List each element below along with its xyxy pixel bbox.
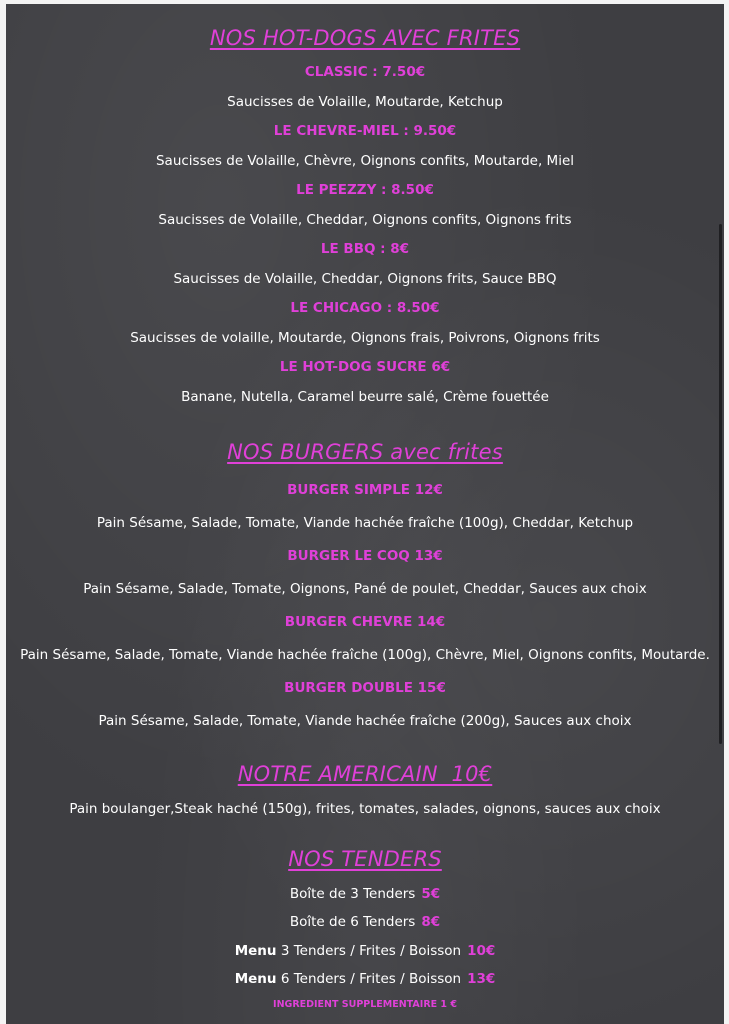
tender-item xyxy=(6,886,724,902)
burger-desc-double: Pain Sésame, Salade, Tomate, Viande hachée fraîche (200g), Sauces aux choix xyxy=(98,713,632,729)
americain-title: NOTRE AMERICAIN 10€ xyxy=(237,762,493,786)
hotdog-name-peezzy: LE PEEZZY : 8.50€ xyxy=(296,182,434,198)
hotdog-desc-classic: Saucisses de Volaille, Moutarde, Ketchup xyxy=(227,94,503,110)
burger-name-chevre: BURGER CHEVRE 14€ xyxy=(284,614,446,630)
hotdogs-title: NOS HOT-DOGS AVEC FRITES xyxy=(209,26,521,50)
hotdog-desc-chicago: Saucisses de volaille, Moutarde, Oignons frais, Poivrons, Oignons frits xyxy=(130,330,600,346)
hotdog-name-bbq: LE BBQ : 8€ xyxy=(320,241,410,257)
burger-desc-chevre: Pain Sésame, Salade, Tomate, Viande hachée fraîche (100g), Chèvre, Miel, Oignons confits, Moutarde. xyxy=(20,647,710,663)
americain-desc: Pain boulanger,Steak haché (150g), frites, tomates, salades, oignons, sauces aux choix xyxy=(69,801,661,817)
tender-label: 6 Tenders / Frites / Boisson xyxy=(280,971,462,987)
menu-board xyxy=(6,4,724,1024)
tender-label: Boîte de 3 Tenders xyxy=(289,886,416,902)
hotdog-name-sucre: LE HOT-DOG SUCRE 6€ xyxy=(279,359,451,375)
tender-price: 5€ xyxy=(421,886,441,902)
supplement-note: INGREDIENT SUPPLEMENTAIRE 1 € xyxy=(273,999,457,1010)
hotdog-name-classic: CLASSIC : 7.50€ xyxy=(304,64,426,80)
tender-item xyxy=(6,943,724,959)
tender-prefix: Menu xyxy=(234,943,277,959)
hotdog-name-chevre-miel: LE CHEVRE-MIEL : 9.50€ xyxy=(273,123,457,139)
hotdog-name-chicago: LE CHICAGO : 8.50€ xyxy=(290,300,440,316)
burger-name-coq: BURGER LE COQ 13€ xyxy=(287,548,443,564)
tender-prefix: Menu xyxy=(234,971,277,987)
tenders-title: NOS TENDERS xyxy=(288,847,442,871)
hotdog-desc-peezzy: Saucisses de Volaille, Cheddar, Oignons confits, Oignons frits xyxy=(158,212,572,228)
burger-desc-coq: Pain Sésame, Salade, Tomate, Oignons, Pané de poulet, Cheddar, Sauces aux choix xyxy=(83,581,647,597)
tender-price: 13€ xyxy=(467,971,496,987)
tender-item xyxy=(6,914,724,930)
burger-name-double: BURGER DOUBLE 15€ xyxy=(284,680,446,696)
hotdog-desc-bbq: Saucisses de Volaille, Cheddar, Oignons frits, Sauce BBQ xyxy=(173,271,557,287)
hotdog-desc-chevre-miel: Saucisses de Volaille, Chèvre, Oignons confits, Moutarde, Miel xyxy=(155,153,574,169)
tender-price: 10€ xyxy=(467,943,496,959)
hotdog-desc-sucre: Banane, Nutella, Caramel beurre salé, Crème fouettée xyxy=(181,389,549,405)
burger-name-simple: BURGER SIMPLE 12€ xyxy=(287,482,443,498)
tender-label: Boîte de 6 Tenders xyxy=(289,914,416,930)
tender-label: 3 Tenders / Frites / Boisson xyxy=(280,943,462,959)
burger-desc-simple: Pain Sésame, Salade, Tomate, Viande hachée fraîche (100g), Cheddar, Ketchup xyxy=(96,515,634,531)
burgers-title: NOS BURGERS avec frites xyxy=(227,440,503,464)
tender-item xyxy=(6,971,724,987)
tender-price: 8€ xyxy=(421,914,441,930)
